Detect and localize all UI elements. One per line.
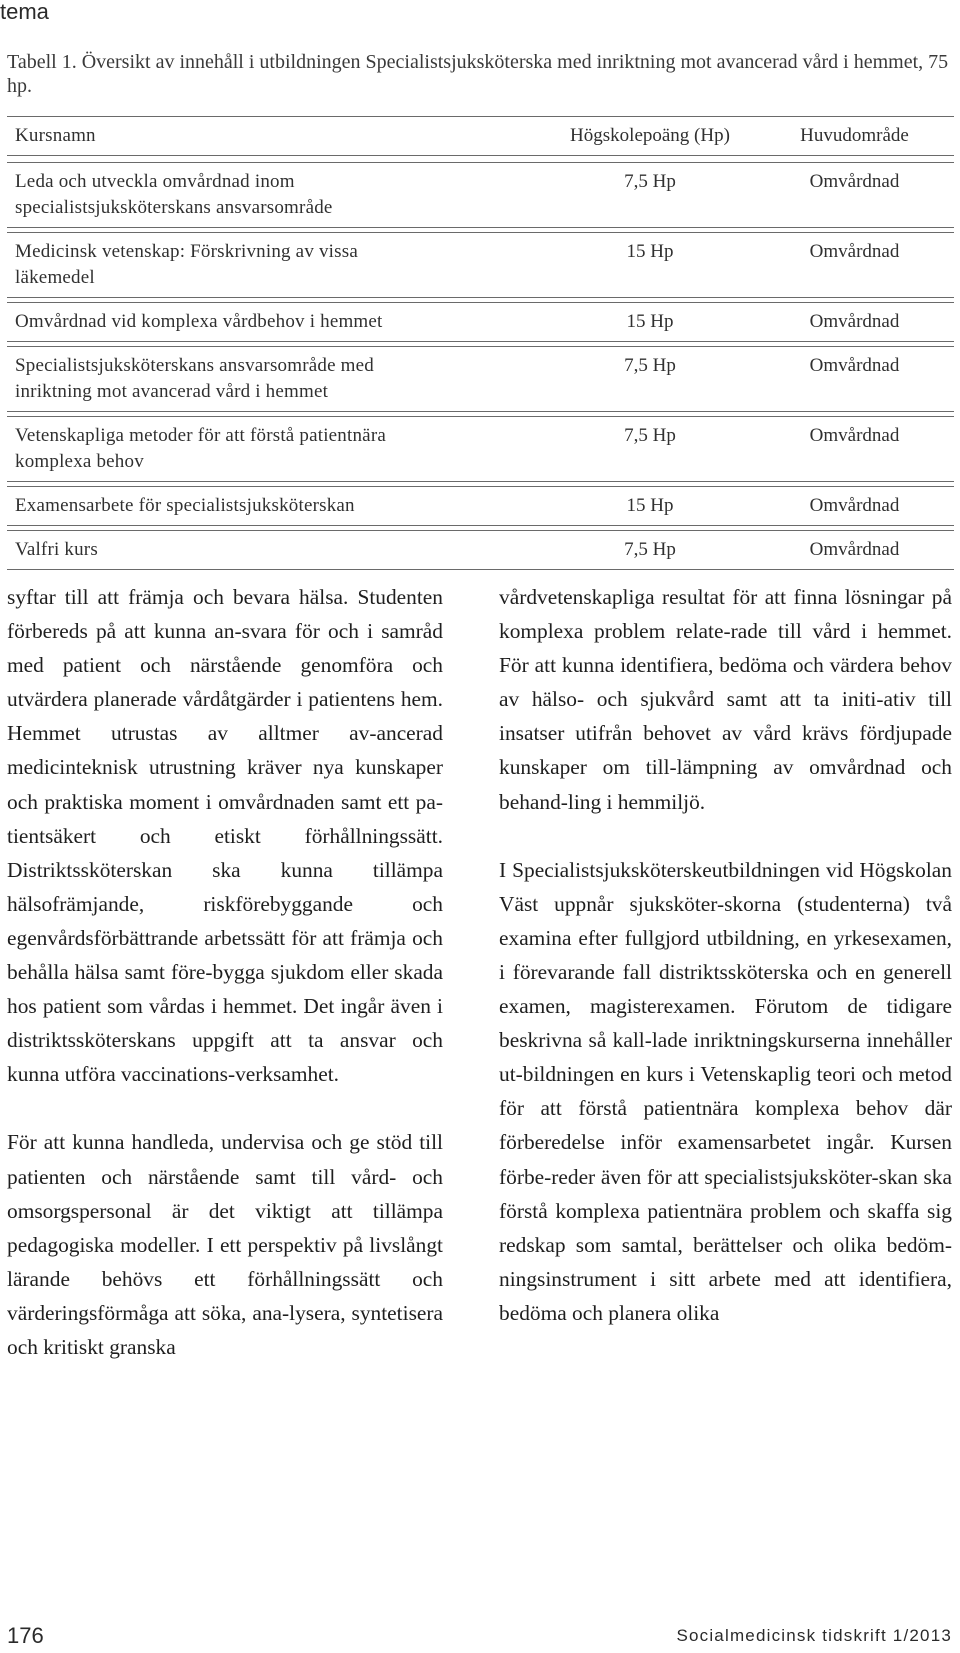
course-name-cell: Leda och utveckla omvårdnad inom specialistsjuksköterskans ansvarsområde bbox=[15, 171, 333, 218]
course-name-cell: Examensarbete för specialistsjuksköterskan bbox=[15, 495, 355, 516]
main-field-cell: Omvårdnad bbox=[809, 425, 900, 446]
body-text bbox=[0, 580, 960, 1580]
column-header-credits: Högskolepoäng (Hp) bbox=[570, 125, 730, 146]
credits-cell: 15 Hp bbox=[626, 241, 674, 262]
main-field-cell: Omvårdnad bbox=[809, 241, 900, 262]
table-row bbox=[7, 162, 954, 228]
main-field-cell: Omvårdnad bbox=[809, 539, 900, 560]
main-field-cell: Omvårdnad bbox=[809, 171, 900, 192]
column-header-main-field: Huvudområde bbox=[800, 125, 909, 146]
main-field-cell: Omvårdnad bbox=[809, 355, 900, 376]
running-header: tema bbox=[0, 0, 49, 24]
paragraph: För att kunna handleda, undervisa och ge stöd till patienten och närstående samt till vård- och omsorgspersonal är det viktigt att tillämpa pedagogiska modeller. I ett perspektiv på livslångt lärande behövs ett förhållningssätt och värderingsförmåga att söka, ana-lysera, syntetisera och kritiskt granska bbox=[7, 1130, 443, 1359]
main-field-cell: Omvårdnad bbox=[809, 495, 900, 516]
journal-name: Socialmedicinsk tidskrift 1/2013 bbox=[676, 1626, 952, 1645]
main-field-cell: Omvårdnad bbox=[809, 311, 900, 332]
table-row bbox=[7, 232, 954, 298]
column-header-course-name: Kursnamn bbox=[15, 125, 96, 146]
table-row bbox=[7, 302, 954, 342]
left-column bbox=[7, 580, 443, 1364]
course-name-cell: Medicinsk vetenskap: Förskrivning av vissa läkemedel bbox=[15, 241, 358, 288]
page-number: 176 bbox=[7, 1623, 44, 1648]
credits-cell: 7,5 Hp bbox=[624, 539, 676, 560]
table-body bbox=[7, 162, 954, 570]
course-name-cell: Vetenskapliga metoder för att förstå patientnära komplexa behov bbox=[15, 425, 386, 472]
right-column bbox=[499, 580, 952, 1330]
course-table bbox=[7, 116, 954, 574]
credits-cell: 15 Hp bbox=[626, 311, 674, 332]
table-row bbox=[7, 416, 954, 482]
paragraph: I Specialistsjuksköterskeutbildningen vid Högskolan Väst uppnår sjuksköter-skorna (studenterna) två examina efter fullgjord utbildning, en yrkesexamen, i förevarande fall distriktssköterska och en generell examen, magisterexamen. Förutom de tidigare beskrivna så kall-lade inriktningskurserna innehåller ut-bildningen en kurs i Vetenskaplig teori och metod för att förstå patientnära komplexa behov där förberedelse inför examensarbetet ingår. Kursen förbe-reder även för att specialistsjuksköter-skan ska förstå komplexa patientnära problem och skaffa sig redskap som samtal, berättelser och olika bedöm-ningsinstrument i sitt arbete med att identifiera, bedöma och planera olika bbox=[499, 857, 952, 1325]
course-name-cell: Specialistsjuksköterskans ansvarsområde med inriktning mot avancerad vård i hemmet bbox=[15, 355, 374, 402]
course-name-cell: Valfri kurs bbox=[15, 539, 98, 560]
course-name-cell: Omvårdnad vid komplexa vårdbehov i hemmet bbox=[15, 311, 383, 332]
credits-cell: 15 Hp bbox=[626, 495, 674, 516]
paragraph: vårdvetenskapliga resultat för att finna lösningar på komplexa problem relate-rade till vård i hemmet. För att kunna identifiera, bedöma och värdera behov av hälso- och sjukvård samt att ta initi-ativ till insatser utifrån behovet av vård krävs fördjupade kunskaper om till-lämpning av omvårdnad och behand-ling i hemmiljö. bbox=[499, 585, 952, 814]
table-header-row bbox=[7, 116, 954, 156]
paragraph: syftar till att främja och bevara hälsa. Studenten förbereds på att kunna an-svara för och i samråd med patient och närstående genomföra och utvärdera planerade vårdåtgärder i patientens hem. Hemmet utrustas av alltmer av-ancerad medicinteknisk utrustning kräver nya kunskaper och praktiska moment i omvårdnaden samt ett pa-tientsäkert och etiskt förhållningssätt. Distriktssköterskan ska kunna tillämpa hälsofrämjande, riskförebyggande och egenvårdsförbättrande arbetssätt för att främja och behålla hälsa samt före-bygga sjukdom eller skada hos patient som vårdas i hemmet. Det ingår även i distriktssköterskans uppgift att ta ansvar och kunna utföra vaccinations-verksamhet. bbox=[7, 585, 443, 1087]
credits-cell: 7,5 Hp bbox=[624, 425, 676, 446]
credits-cell: 7,5 Hp bbox=[624, 355, 676, 376]
credits-cell: 7,5 Hp bbox=[624, 171, 676, 192]
table-row bbox=[7, 486, 954, 526]
table-caption: Tabell 1. Översikt av innehåll i utbildningen Specialistsjuksköterska med inriktning mot avancerad vård i hemmet, 75 hp. bbox=[7, 51, 949, 97]
table-row bbox=[7, 530, 954, 570]
table-row bbox=[7, 346, 954, 412]
